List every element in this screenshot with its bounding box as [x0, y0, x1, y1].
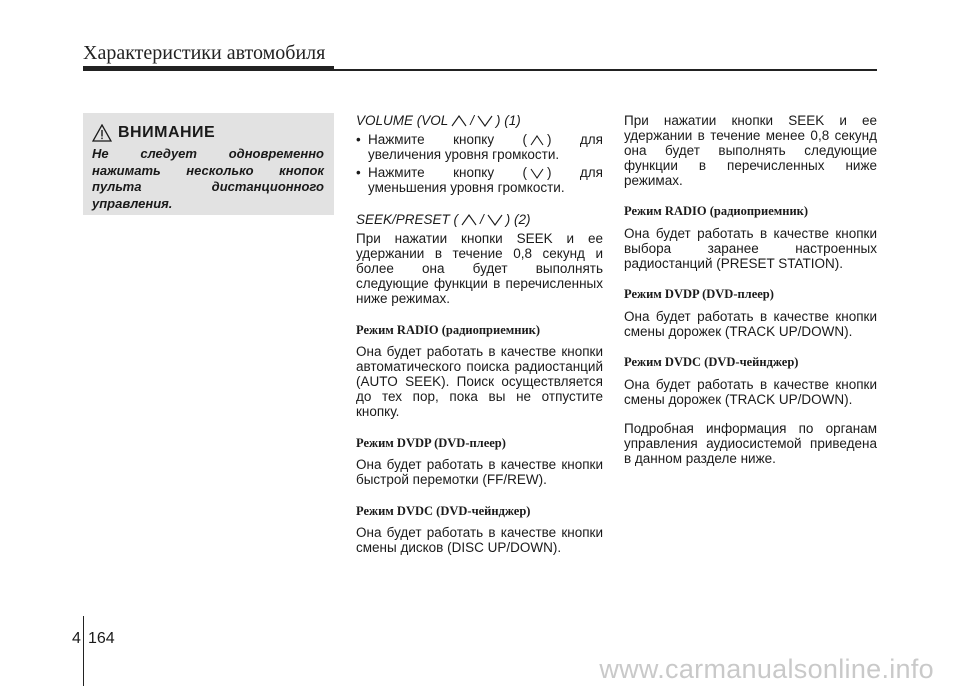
mode-text-dvdc: Она будет работать в качестве кнопки смены дорожек (TRACK UP/DOWN).	[624, 377, 877, 407]
chevron-up-icon	[530, 135, 544, 146]
mode-text-dvdc: Она будет работать в качестве кнопки смены дисков (DISC UP/DOWN).	[356, 525, 603, 555]
bullet-pre: Нажмите кнопку (	[368, 132, 527, 147]
mode-title-dvdp: Режим DVDP (DVD-плеер)	[356, 436, 506, 450]
spacer	[356, 198, 603, 212]
volume-heading-pre: VOLUME (VOL	[356, 113, 449, 128]
seek-heading-post: ) (2)	[505, 212, 531, 227]
chevron-up-icon	[451, 115, 467, 127]
volume-heading-post: ) (1)	[496, 113, 521, 128]
mode-title-dvdp: Режим DVDP (DVD-плеер)	[624, 287, 774, 301]
column-middle	[356, 113, 603, 555]
footer-divider	[83, 616, 84, 686]
warning-text: Не следует одновременно нажимать несколько кнопок пульта дистанционного управления.	[92, 146, 324, 211]
mode-title-dvdc: Режим DVDC (DVD-чейнджер)	[356, 504, 531, 518]
mode-text-radio: Она будет работать в качестве кнопки выбора заранее настроенных радиостанций (PRESET STATION).	[624, 226, 877, 271]
volume-bullet-down	[356, 165, 603, 195]
chevron-down-icon	[530, 168, 544, 179]
bullet-dot: •	[356, 165, 361, 180]
bullet-text	[368, 165, 603, 195]
chevron-up-icon	[461, 214, 477, 226]
bullet-dot: •	[356, 132, 361, 147]
mode-title-dvdc: Режим DVDC (DVD-чейнджер)	[624, 355, 799, 369]
mode-title-radio: Режим RADIO (радиоприемник)	[356, 323, 541, 337]
seek-short-intro: При нажатии кнопки SEEK и ее удержании в течение менее 0,8 секунд она будет выполнять следующие функции в перечисленных ниже режимах.	[624, 113, 877, 188]
watermark: www.carmanualsonline.info	[599, 654, 934, 684]
page-title: Характеристики автомобиля	[83, 42, 326, 64]
warning-box	[83, 113, 334, 215]
mode-title-radio: Режим RADIO (радиоприемник)	[624, 204, 809, 218]
seek-intro: При нажатии кнопки SEEK и ее удержании в течение 0,8 секунд и более она будет выполнять следующие функции в перечисленных ниже режимах.	[356, 231, 603, 306]
chevron-down-icon	[477, 115, 493, 127]
column-right	[624, 113, 877, 466]
bullet-text	[368, 132, 603, 162]
bullet-post: ) для увеличения уровня громкости.	[368, 132, 603, 162]
controls-note: Подробная информация по органам управления аудиосистемой приведена в данном разделе ниже.	[624, 421, 877, 466]
bullet-post: ) для уменьшения уровня громкости.	[368, 165, 603, 195]
header-rule-thin	[334, 69, 877, 71]
chevron-down-icon	[487, 214, 503, 226]
mode-text-dvdp: Она будет работать в качестве кнопки быстрой перемотки (FF/REW).	[356, 457, 603, 487]
seek-heading-slash: /	[480, 212, 484, 227]
volume-bullet-up	[356, 132, 603, 162]
mode-text-radio: Она будет работать в качестве кнопки автоматического поиска радиостанций (AUTO SEEK). Поиск осуществляется до тех пор, пока вы не отпустите кнопку.	[356, 344, 603, 419]
header-rule-thick	[83, 66, 334, 71]
spacer	[624, 407, 877, 421]
warning-triangle-icon	[92, 124, 112, 142]
seek-heading-pre: SEEK/PRESET (	[356, 212, 459, 227]
warning-header	[92, 123, 324, 143]
bullet-pre: Нажмите кнопку (	[368, 165, 527, 180]
warning-title: ВНИМАНИЕ	[118, 124, 216, 141]
volume-heading-slash: /	[470, 113, 475, 128]
mode-text-dvdp: Она будет работать в качестве кнопки смены дорожек (TRACK UP/DOWN).	[624, 309, 877, 339]
volume-heading	[356, 113, 603, 128]
seek-heading	[356, 212, 603, 227]
page-number: 164	[88, 630, 115, 647]
section-number: 4	[72, 630, 81, 647]
